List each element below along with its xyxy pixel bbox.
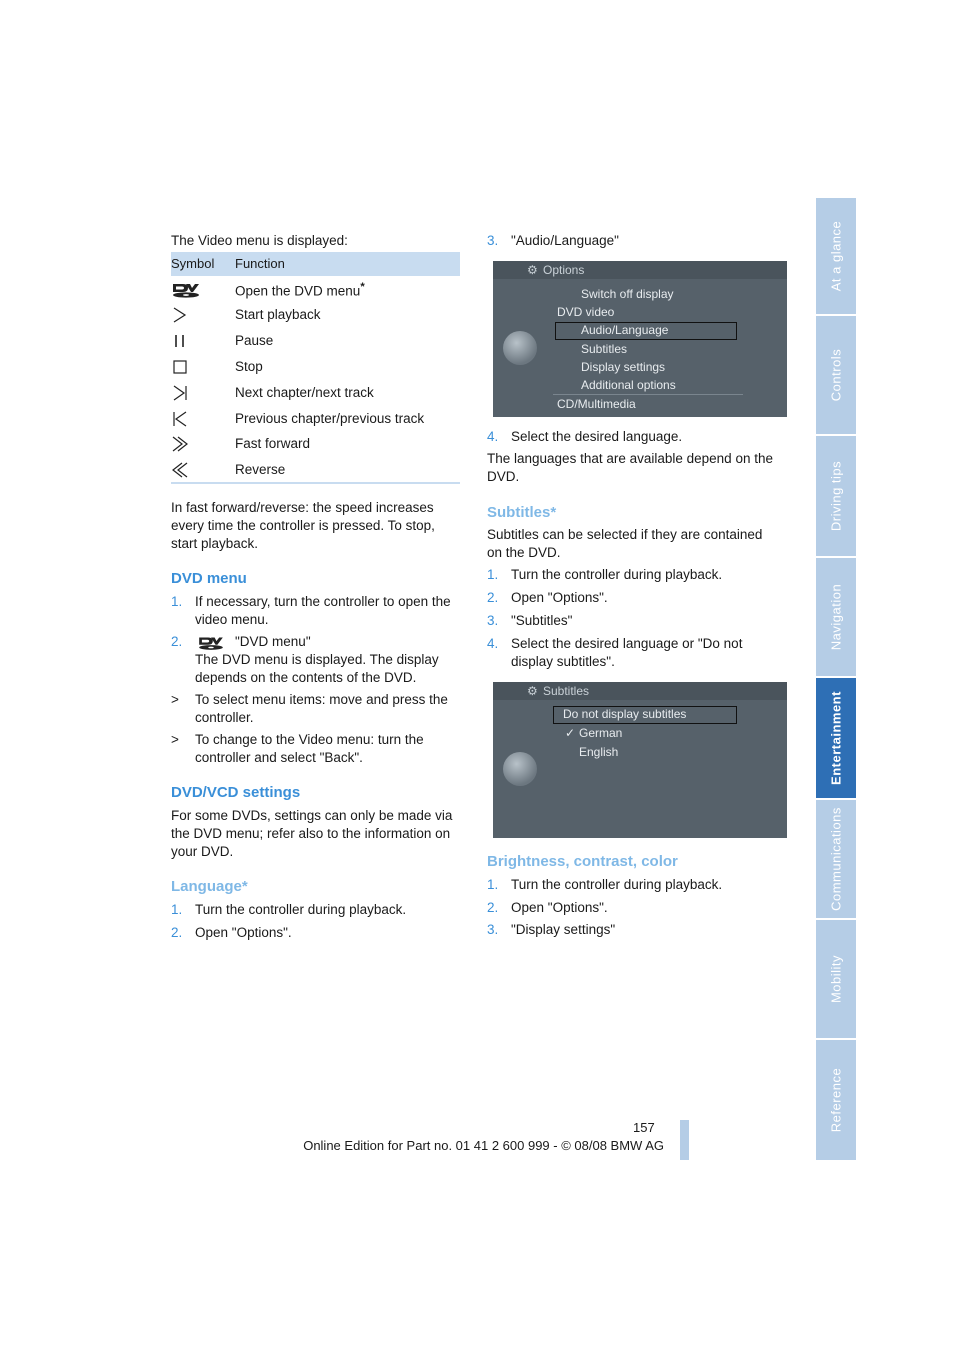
language-step-2: 2. Open "Options". bbox=[171, 925, 292, 940]
table-row bbox=[171, 330, 460, 356]
side-tab-navigation[interactable]: Navigation bbox=[816, 558, 856, 678]
side-tab-communications[interactable]: Communications bbox=[816, 800, 856, 920]
screen-menu-item: DVD video bbox=[557, 305, 615, 319]
pause-icon bbox=[171, 330, 201, 352]
screen-menu-item: Switch off display bbox=[581, 287, 674, 301]
dvd-menu-bullet-2: > To change to the Video menu: turn the controller and select "Back". bbox=[171, 732, 424, 765]
dvd-menu-step-1: 1. If necessary, turn the controller to open the video menu. bbox=[171, 594, 451, 627]
function-label: Pause bbox=[235, 333, 274, 348]
dvd-menu-bullet-1: > To select menu items: move and press the controller. bbox=[171, 692, 448, 725]
side-tab-controls[interactable]: Controls bbox=[816, 316, 856, 436]
options-gear-icon: ⚙ bbox=[527, 263, 538, 277]
screen-menu-item: Subtitles bbox=[581, 342, 628, 356]
video-menu-intro: The Video menu is displayed: bbox=[171, 233, 348, 248]
controller-knob-icon bbox=[503, 331, 537, 365]
function-label: Fast forward bbox=[235, 436, 311, 451]
fast-forward-icon bbox=[171, 433, 201, 455]
side-tab-entertainment[interactable]: Entertainment bbox=[816, 678, 856, 800]
reverse-icon bbox=[171, 459, 201, 481]
screen-menu-item: Audio/Language bbox=[581, 323, 669, 337]
next-track-icon bbox=[171, 382, 201, 404]
table-bottom-rule bbox=[171, 482, 460, 484]
col-symbol: Symbol bbox=[171, 256, 215, 271]
table-row bbox=[171, 278, 460, 304]
table-row bbox=[171, 356, 460, 382]
audio-step-4: 4. Select the desired language. bbox=[487, 429, 683, 444]
function-label: Reverse bbox=[235, 462, 286, 477]
symbol-table-header bbox=[171, 252, 460, 276]
col-function: Function bbox=[235, 256, 285, 271]
play-icon bbox=[171, 304, 201, 326]
function-label: Open the DVD menu bbox=[235, 283, 361, 299]
options-screen-image bbox=[493, 261, 787, 417]
brightness-step-2: 2. Open "Options". bbox=[487, 900, 608, 915]
screen-menu-item: Do not display subtitles bbox=[563, 707, 687, 721]
function-label: Next chapter/next track bbox=[235, 385, 374, 400]
table-row bbox=[171, 408, 460, 434]
heading-language: Language* bbox=[171, 878, 248, 895]
side-tab-at-a-glance[interactable]: At a glance bbox=[816, 198, 856, 316]
language-step-1: 1. Turn the controller during playback. bbox=[171, 902, 407, 917]
stop-icon bbox=[171, 356, 201, 378]
side-tab-driving-tips[interactable]: Driving tips bbox=[816, 436, 856, 558]
table-row bbox=[171, 433, 460, 459]
screen-menu-item: German bbox=[579, 726, 623, 740]
dvd-menu-step-2: 2. "DVD menu" The DVD menu is displayed. The display depends on the contents of the DVD. bbox=[171, 634, 439, 685]
function-label: Start playback bbox=[235, 307, 321, 322]
dvd-icon bbox=[171, 278, 201, 300]
subtitles-text: Subtitles can be selected if they are contained on the DVD. bbox=[487, 527, 763, 560]
function-label: Stop bbox=[235, 359, 263, 374]
screen-title: Options bbox=[543, 263, 585, 277]
function-label: Previous chapter/previous track bbox=[235, 411, 425, 426]
heading-subtitles: Subtitles* bbox=[487, 504, 557, 521]
subtitles-step-2: 2. Open "Options". bbox=[487, 590, 608, 605]
dvd-icon bbox=[195, 632, 227, 652]
option-star: * bbox=[360, 281, 365, 293]
languages-available-text: The languages that are available depend on the DVD. bbox=[487, 451, 773, 484]
screen-menu-item: English bbox=[579, 745, 619, 759]
subtitles-step-4: 4. Select the desired language or "Do not display subtitles". bbox=[487, 636, 743, 669]
heading-dvd-menu: DVD menu bbox=[171, 570, 247, 587]
audio-step-3: 3. "Audio/Language" bbox=[487, 233, 619, 248]
screen-title: Subtitles bbox=[543, 684, 590, 698]
controller-knob-icon bbox=[503, 752, 537, 786]
screen-menu-item: Additional options bbox=[581, 378, 676, 392]
side-tab-reference[interactable]: Reference bbox=[816, 1040, 856, 1162]
footer-accent-bar bbox=[680, 1120, 689, 1160]
settings-text: For some DVDs, settings can only be made via the DVD menu; refer also to the information on your DVD. bbox=[171, 808, 453, 859]
edition-text: Online Edition for Part no. 01 41 2 600 999 - © 08/08 BMW AG bbox=[303, 1138, 664, 1153]
subtitles-gear-icon: ⚙ bbox=[527, 684, 538, 698]
brightness-step-1: 1. Turn the controller during playback. bbox=[487, 877, 723, 892]
screen-menu-item: CD/Multimedia bbox=[557, 397, 636, 411]
subtitles-step-1: 1. Turn the controller during playback. bbox=[487, 567, 723, 582]
page-number: 157 bbox=[633, 1120, 655, 1135]
fast-forward-note: In fast forward/reverse: the speed increases every time the controller is pressed. To stop, start playback. bbox=[171, 500, 435, 551]
heading-brightness: Brightness, contrast, color bbox=[487, 853, 678, 870]
table-row bbox=[171, 382, 460, 408]
subtitles-screen-image bbox=[493, 682, 787, 838]
table-row bbox=[171, 304, 460, 330]
checkmark-icon: ✓ bbox=[565, 726, 576, 740]
brightness-step-3: 3. "Display settings" bbox=[487, 922, 616, 937]
heading-dvd-vcd-settings: DVD/VCD settings bbox=[171, 784, 301, 801]
screen-menu-item: Display settings bbox=[581, 360, 666, 374]
subtitles-step-3: 3. "Subtitles" bbox=[487, 613, 573, 628]
previous-track-icon bbox=[171, 408, 201, 430]
side-tab-mobility[interactable]: Mobility bbox=[816, 920, 856, 1040]
